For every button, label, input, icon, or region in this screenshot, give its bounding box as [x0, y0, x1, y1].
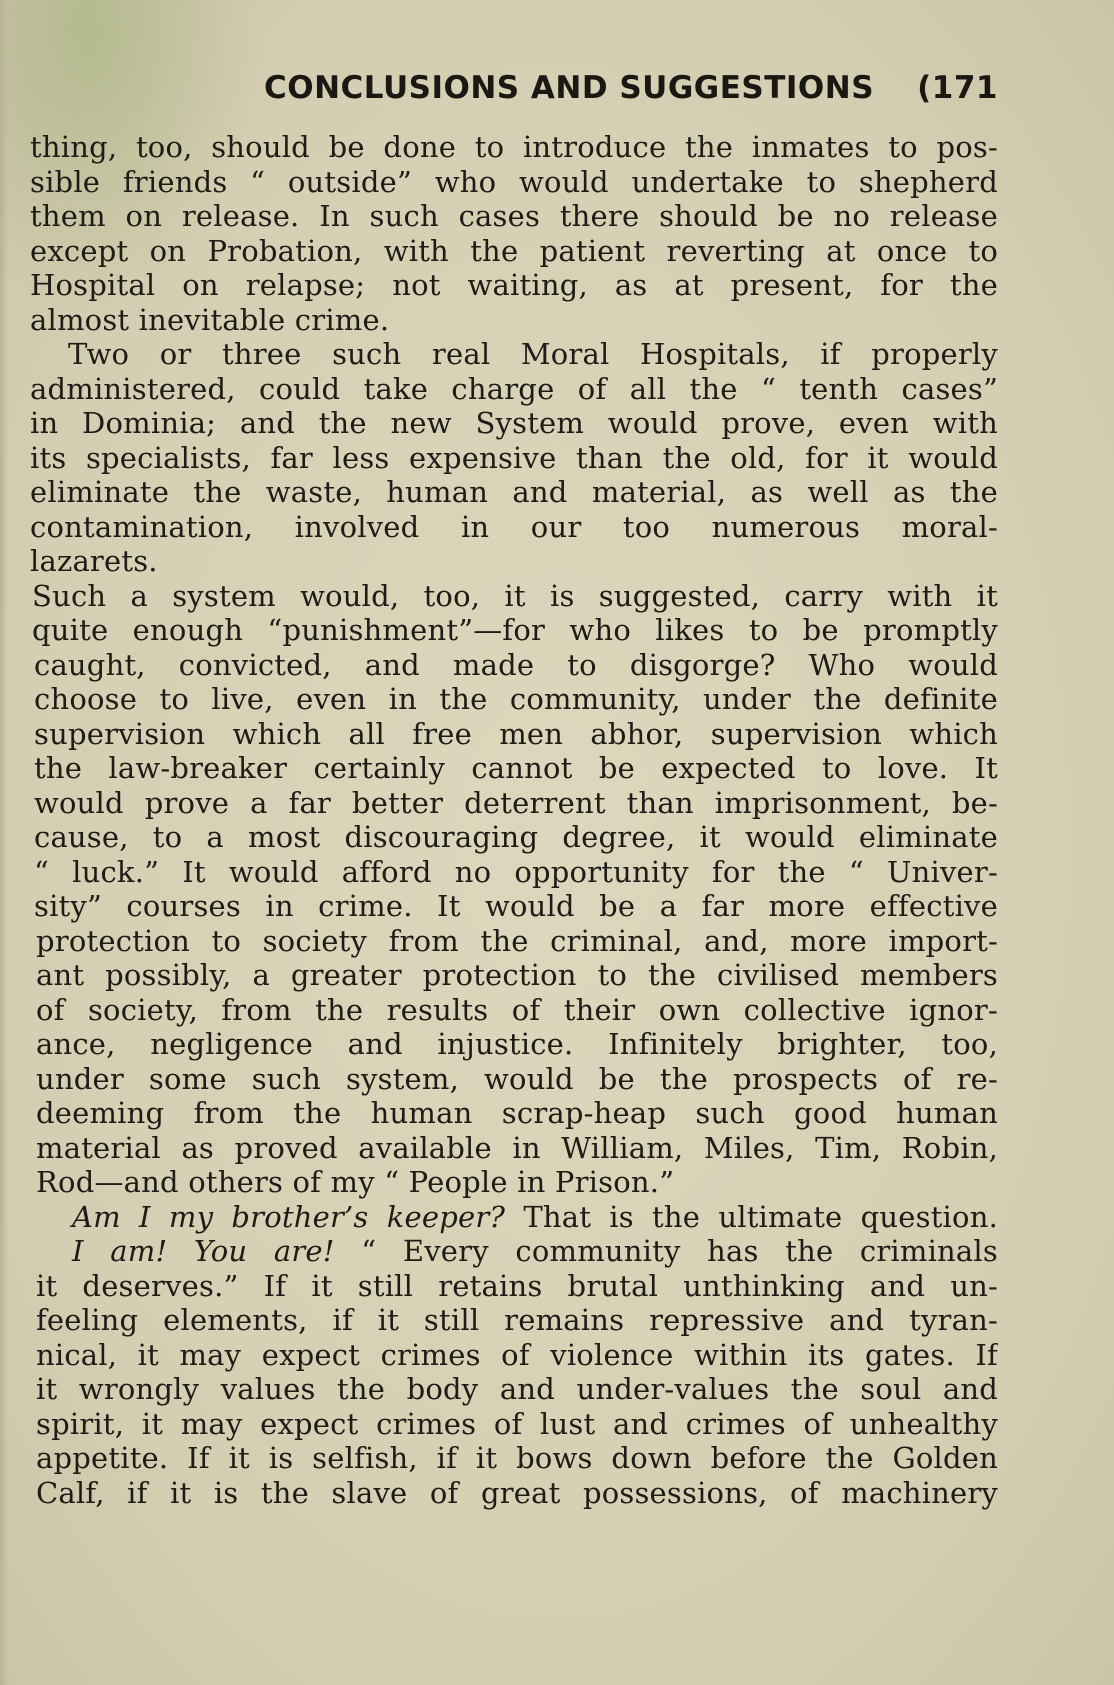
paragraph-start-line: Such a system would, too, it is suggested, carry with it [32, 578, 998, 613]
body-text [30, 130, 998, 1510]
text-line: Rod—and others of my “ People in Prison.” [36, 1165, 675, 1199]
text-line: cause, to a most discouraging degree, it would eliminate [34, 820, 998, 854]
text-line: ance, negligence and injustice. Infinitely brighter, too, [36, 1027, 998, 1061]
text-line: administered, could take charge of all the “ tenth cases” [30, 371, 998, 406]
text-line: ant possibly, a greater protection to the civilised members [36, 958, 998, 992]
text-line: thing, too, should be done to introduce the inmates to pos- [30, 130, 998, 164]
line-remainder: “ Every community has the criminals [334, 1234, 998, 1268]
text-line: in Dominia; and the new System would prove, even with [30, 406, 998, 440]
text-line: supervision which all free men abhor, supervision which [34, 716, 998, 751]
paragraph-start-line: Two or three such real Moral Hospitals, if properly [68, 337, 998, 371]
running-header [264, 70, 998, 116]
text-line: material as proved available in William, Miles, Tim, Robin, [36, 1130, 998, 1165]
text-line: lazarets. [30, 544, 158, 578]
text-line: deeming from the human scrap-heap such good human [36, 1096, 998, 1130]
text-line: protection to society from the criminal, and, more import- [36, 923, 998, 958]
text-line: sity” courses in crime. It would be a far more effective [34, 889, 998, 923]
text-line: quite enough “punishment”—for who likes to be promptly [32, 613, 998, 647]
text-line: except on Probation, with the patient reverting at once to [30, 233, 998, 268]
italic-phrase: I am! You are! [72, 1234, 335, 1268]
paragraph-start-line [30, 1234, 998, 1269]
text-line: eliminate the waste, human and material, as well as the [30, 475, 998, 509]
text-line: it deserves.” If it still retains brutal unthinking and un- [36, 1268, 998, 1303]
text-line: it wrongly values the body and under-values the soul and [36, 1372, 998, 1406]
text-line: of society, from the results of their own collective ignor- [36, 992, 998, 1027]
text-line: caught, convicted, and made to disgorge? Who would [34, 647, 998, 682]
text-line: under some such system, would be the prospects of re- [36, 1061, 998, 1096]
text-line: spirit, it may expect crimes of lust and crimes of unhealthy [36, 1406, 998, 1441]
text-line: contamination, involved in our too numerous moral- [30, 509, 998, 544]
text-line: sible friends “ outside” who would undertake to shepherd [30, 164, 998, 199]
text-line: appetite. If it is selfish, if it bows down before the Golden [36, 1441, 998, 1475]
text-line: nical, it may expect crimes of violence within its gates. If [36, 1337, 998, 1372]
chapter-title: CONCLUSIONS AND SUGGESTIONS [264, 70, 875, 106]
text-line: Calf, if it is the slave of great possessions, of machinery [36, 1475, 998, 1510]
page-number: (171 [917, 70, 998, 106]
italic-phrase: Am I my brother’s keeper? [72, 1199, 506, 1234]
text-line: them on release. In such cases there should be no release [30, 199, 998, 233]
paragraph-start-line [30, 1200, 998, 1235]
text-line: “ luck.” It would afford no opportunity for the “ Univer- [34, 854, 998, 889]
text-line: Hospital on relapse; not waiting, as at present, for the [30, 268, 998, 302]
line-remainder: That is the ultimate question. [505, 1199, 998, 1234]
text-line: the law-breaker certainly cannot be expected to love. It [34, 751, 998, 785]
text-line: almost inevitable crime. [30, 302, 390, 337]
page-gutter-shadow [0, 0, 8, 1685]
text-line: choose to live, even in the community, under the definite [34, 682, 998, 716]
text-line: feeling elements, if it still remains repressive and tyran- [36, 1303, 998, 1337]
text-line: would prove a far better deterrent than imprisonment, be- [34, 785, 998, 820]
text-line: its specialists, far less expensive than the old, for it would [30, 440, 998, 475]
